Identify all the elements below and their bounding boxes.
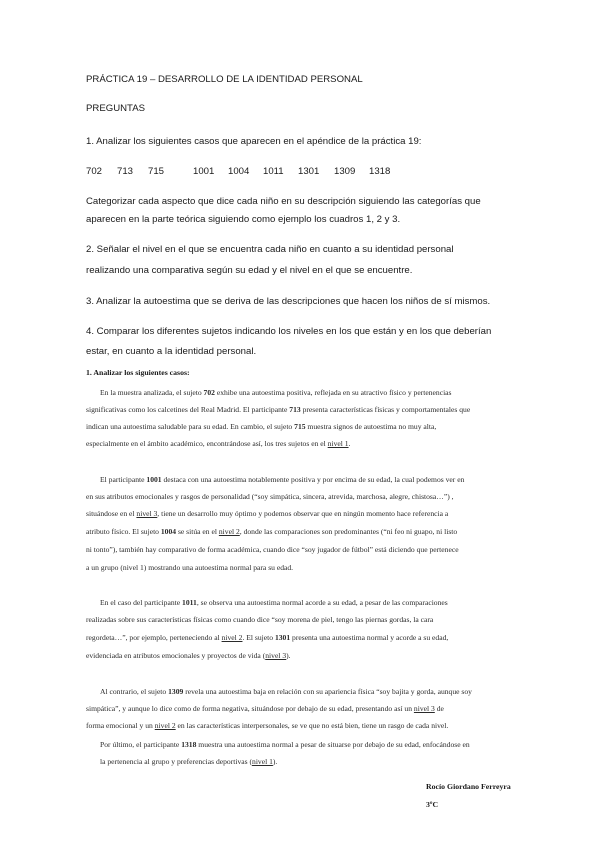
question-1-sub-line: aparecen en la parte teórica siguiendo como ejemplo los cuadros 1, 2 y 3.: [86, 214, 401, 225]
case-code: 1004: [228, 166, 250, 177]
document-title: PRÁCTICA 19 – DESARROLLO DE LA IDENTIDAD PERSONAL: [86, 74, 363, 85]
case-code: 1318: [369, 166, 391, 177]
paragraph-1-line: especialmente en el ámbito académico, encontrándose así, los tres sujetos en el nivel 1.: [86, 439, 351, 448]
case-code: 713: [117, 166, 134, 177]
paragraph-4-line: la pertenencia al grupo y preferencias deportivas (nivel 1).: [100, 757, 278, 766]
paragraph-2-line: atributo físico. El sujeto 1004 se sitúa en el nivel 2, donde las comparaciones son predominantes (“ni feo ni guapo, ni listo: [86, 527, 458, 536]
question-2-line: 2. Señalar el nivel en el que se encuentra cada niño en cuanto a su identidad personal: [86, 244, 454, 255]
paragraph-1-line: indican una autoestima saludable para su edad. En cambio, el sujeto 715 muestra signos de autoestima no muy alta,: [86, 422, 437, 431]
case-code: 1309: [334, 166, 356, 177]
paragraph-4-line: Al contrario, el sujeto 1309 revela una autoestima baja en relación con su apariencia física “soy bajita y gorda, aunque soy: [100, 687, 472, 696]
preguntas-heading: PREGUNTAS: [86, 103, 145, 114]
question-2-line: realizando una comparativa según su edad y el nivel en el que se encuentre.: [86, 265, 413, 276]
case-code: 1301: [298, 166, 320, 177]
paragraph-1-line: significativas como los calcetines del Real Madrid. El participante 713 presenta características físicas y comportamentales que: [86, 405, 471, 414]
paragraph-2-line: El participante 1001 destaca con una autoestima notablemente positiva y por encima de su edad, la cual podemos ver en: [100, 475, 465, 484]
paragraph-4-line: simpática”, y aunque lo dice como de forma negativa, situándose por debajo de su edad, presentando así un nivel 3 de: [86, 704, 444, 713]
question-1-sub-line: Categorizar cada aspecto que dice cada niño en su descripción siguiendo las categorías que: [86, 196, 481, 207]
case-code: 1011: [263, 166, 284, 177]
answer-heading: 1. Analizar los siguientes casos:: [86, 368, 190, 377]
case-code: 715: [148, 166, 165, 177]
case-code: 702: [86, 166, 103, 177]
paragraph-4-line: Por último, el participante 1318 muestra una autoestima normal a pesar de situarse por debajo de su edad, enfocándose en: [100, 740, 470, 749]
paragraph-2-line: situándose en el nivel 3, tiene un desarrollo muy óptimo y podemos observar que en ningún momento hace referencia a: [86, 509, 449, 518]
paragraph-4-line: forma emocional y un nivel 2 en las características interpersonales, se ve que no está bien, tiene un rasgo de cada nivel.: [86, 721, 449, 730]
paragraph-2-line: en sus atributos emocionales y rasgos de personalidad (“soy simpática, sincera, atrevida, marchosa, alegre, chistosa…”) ,: [86, 492, 454, 501]
question-4-line: estar, en cuanto a la identidad personal.: [86, 346, 257, 357]
question-3: 3. Analizar la autoestima que se deriva de las descripciones que hacen los niños de sí mismos.: [86, 296, 491, 307]
case-codes: [86, 166, 416, 178]
author-name: Rocío Giordano Ferreyra: [426, 782, 511, 791]
case-code: 1001: [193, 166, 215, 177]
paragraph-3-line: realizadas sobre sus características físicas como cuando dice “soy morena de piel, tengo las piernas gordas, la cara: [86, 615, 434, 624]
paragraph-3-line: evidenciada en atributos emocionales y proyectos de vida (nivel 3).: [86, 651, 291, 660]
paragraph-2-line: a un grupo (nivel 1) mostrando una autoestima normal para su edad.: [86, 563, 294, 572]
author-group: 3ºC: [426, 800, 439, 809]
paragraph-3-line: regordeta…”, por ejemplo, perteneciendo al nivel 2. El sujeto 1301 presenta una autoestima normal y acorde a su edad,: [86, 633, 449, 642]
paragraph-1-line: En la muestra analizada, el sujeto 702 exhibe una autoestima positiva, reflejada en su atractivo físico y pertenencias: [100, 388, 452, 397]
question-4-line: 4. Comparar los diferentes sujetos indicando los niveles en los que están y en los que deberían: [86, 326, 492, 337]
question-1: 1. Analizar los siguientes casos que aparecen en el apéndice de la práctica 19:: [86, 136, 422, 147]
paragraph-2-line: ni tonto”), también hay comparativo de forma académica, cuando dice “soy jugador de fútbol” está diciendo que pertenece: [86, 545, 459, 554]
paragraph-3-line: En el caso del participante 1011, se observa una autoestima normal acorde a su edad, a pesar de las comparaciones: [100, 598, 448, 607]
